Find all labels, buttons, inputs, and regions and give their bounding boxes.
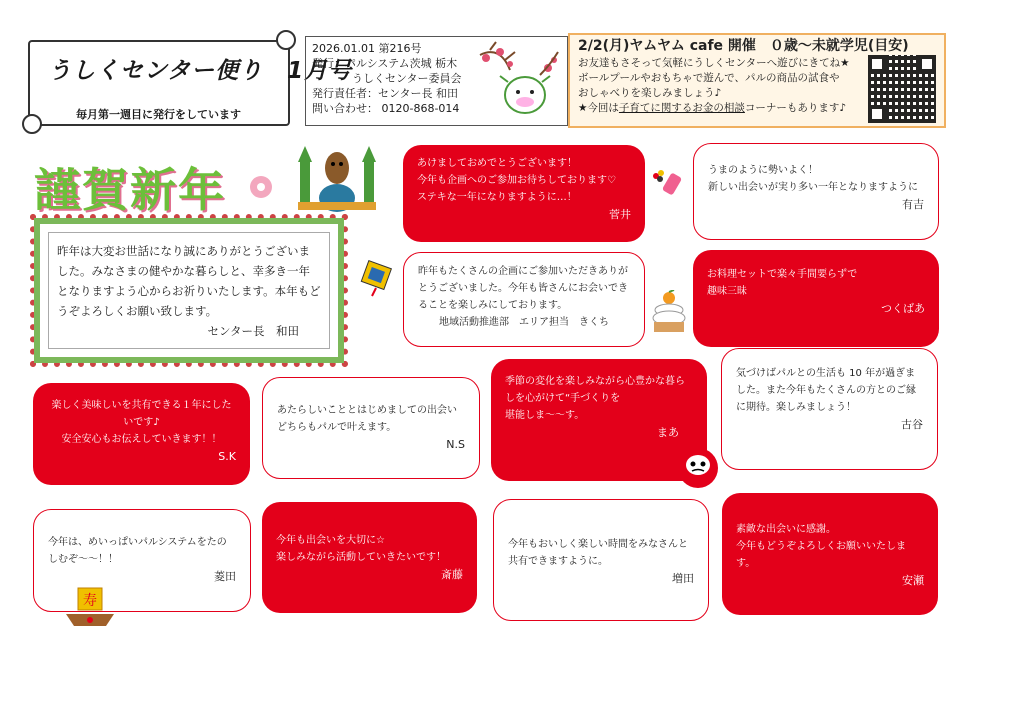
- responsible-person: 発行責任者：センター長 和田: [312, 87, 459, 100]
- message-text: 素敵な出会いに感謝。 今年もどうぞよろしくお願いいたします。: [736, 524, 906, 569]
- message-text: あけましておめでとうございます！ 今年も企画へのご参加お待ちしております♡ ステキな一年になりますように…！: [417, 158, 616, 203]
- message-text: 昨年もたくさんの企画にご参加いただきありがとうございました。今年も皆さんにお会いできることを楽しみにしております。: [418, 266, 628, 311]
- message-text: 気づけばパルとの生活も 10 年が過ぎました。また今年もたくさんの方とのご縁に期待。楽しみましょう！: [736, 368, 916, 413]
- message-author: 斎藤: [441, 568, 463, 581]
- cafe-line-2: ボールプールやおもちゃで遊んで、パルの商品の試食や: [578, 72, 840, 84]
- message-text: お料理セットで楽々手間要らずで 趣味三昧: [707, 269, 858, 297]
- message-text: 今年は、めいっぱいパルシステムをたのしむぞ～～！！: [48, 537, 227, 565]
- issue-number: 2026.01.01 第216号: [312, 42, 422, 55]
- message-text: 楽しく美味しいを共有できる１年にしたいです♪ 安全安心もお伝えしていきます！！: [51, 400, 232, 445]
- greeting-text: 昨年は大変お世話になり誠にありがとうございました。みなさまの健やかな暮らしと、幸多き一年となりますよう心からお祈りいたします。本年もどうぞよろしくお願い致します。: [57, 244, 321, 318]
- kinga-shinnen-heading: 謹賀新年: [34, 163, 226, 217]
- greeting-box: [48, 232, 330, 349]
- kite-icon: [356, 258, 396, 298]
- greeting-signature: センター長 和田: [207, 324, 299, 338]
- message-author: 古谷: [901, 418, 923, 431]
- message-author: 菅井: [609, 208, 631, 221]
- message-author: まあ: [657, 426, 679, 439]
- message-author: 地域活動推進部 エリア担当 きくち: [439, 317, 609, 328]
- message-author: S.K: [218, 450, 236, 463]
- message-card: [262, 377, 480, 479]
- cafe-line-3: おしゃべりを楽しみましょう♪: [578, 87, 722, 99]
- message-author: N.S: [446, 438, 465, 451]
- mochi-icon: [650, 290, 688, 334]
- message-card: [493, 499, 709, 621]
- cafe-line-1: お友達もさそって気軽にうしくセンターへ遊びにきてね★: [578, 57, 850, 69]
- hagoita-icon: [650, 168, 684, 202]
- message-text: 季節の変化を楽しみながら心豊かな暮らしを心がけて“手づくりを 堪能しま～～す。: [505, 376, 685, 421]
- message-text: うまのように勢いよく！ 新しい出会いが実り多い一年となりますように: [708, 165, 918, 193]
- message-author: つくばあ: [881, 302, 925, 315]
- message-card: [403, 252, 645, 347]
- message-author: 安瀬: [902, 574, 924, 587]
- treasure-ship-icon: [64, 584, 116, 632]
- message-text: 今年もおいしく楽しい時間をみなさんと共有できますように。: [508, 539, 688, 567]
- message-author: 菱田: [214, 570, 236, 583]
- cafe-heading: 2/2(月)ヤムヤム cafe 開催 ０歳～未就学児(目安): [578, 38, 909, 54]
- newsletter-title: うしくセンター便り 1月号: [48, 58, 353, 84]
- message-card: [33, 383, 250, 485]
- svg-text:寿: 寿: [83, 593, 97, 609]
- message-author: 増田: [672, 572, 694, 585]
- message-card: [693, 143, 939, 240]
- horse-mascot-icon: [298, 140, 376, 214]
- greeting-frame: [30, 214, 348, 367]
- message-text: 今年も出会いを大切に☆ 楽しみながら活動していきたいです！: [276, 535, 446, 563]
- message-card: [262, 502, 477, 613]
- cow-mascot-icon: [470, 40, 562, 122]
- daruma-icon: [676, 446, 720, 490]
- publisher-committee: うしくセンター委員会: [352, 72, 462, 85]
- message-card: [722, 493, 938, 615]
- contact-phone: 問い合わせ： 0120-868-014: [312, 102, 460, 115]
- publisher: 発行：パルシステム茨城 栃木: [312, 57, 458, 70]
- message-card: [491, 359, 707, 481]
- newsletter-subtitle: 毎月第一週目に発行をしています: [76, 108, 241, 121]
- message-author: 有吉: [902, 198, 924, 211]
- cafe-line-4: ★今回は子育てに関するお金の相談コーナーもあります♪: [578, 102, 847, 114]
- message-text: あたらしいこととはじめましての出会い どちらもパルで叶えます。: [277, 405, 457, 433]
- message-card: [721, 348, 938, 470]
- message-card: [403, 145, 645, 242]
- plum-flower-icon: [248, 174, 274, 200]
- qr-code-icon[interactable]: [868, 55, 936, 123]
- message-card: [693, 250, 939, 347]
